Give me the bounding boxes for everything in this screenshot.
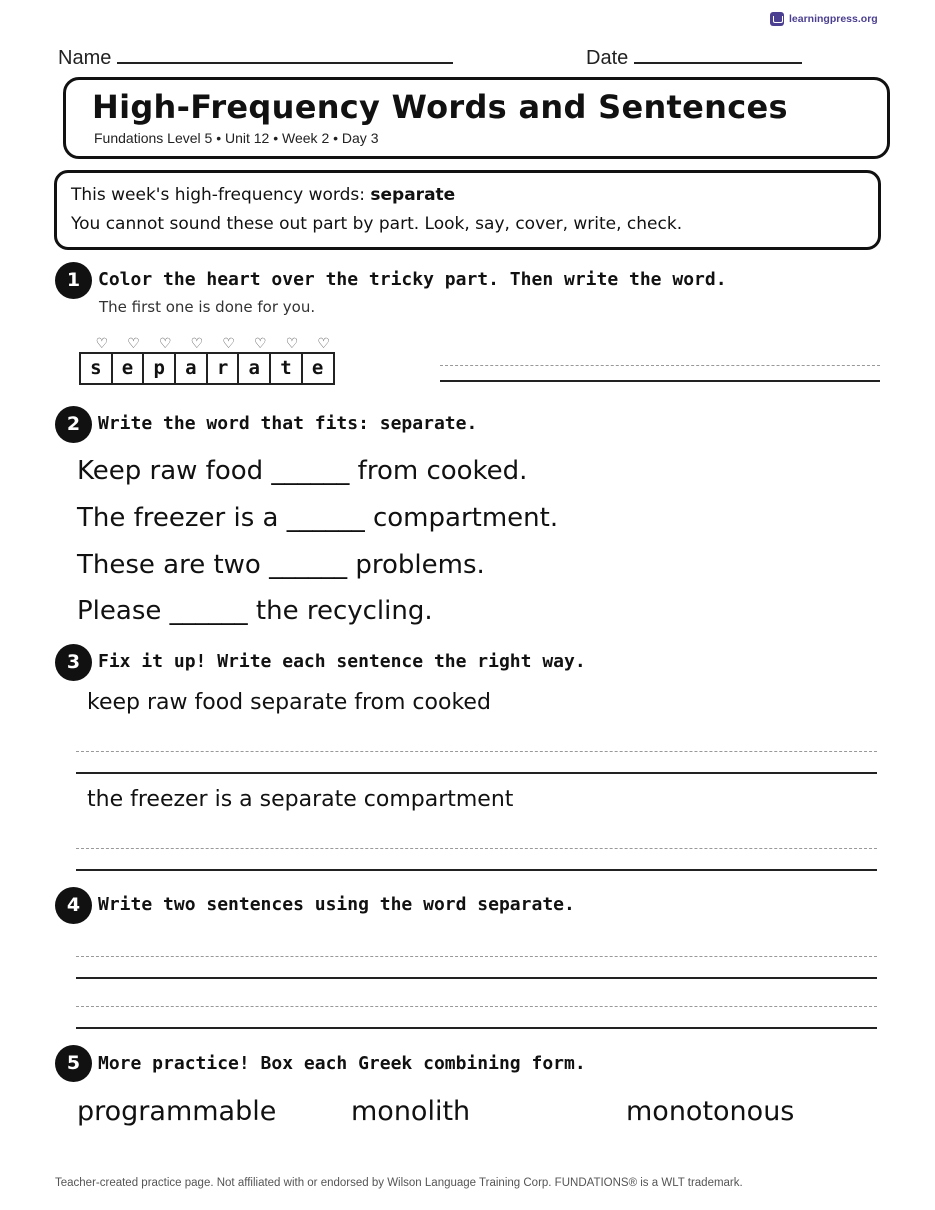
- heart-icon[interactable]: ♡: [285, 336, 299, 352]
- base-line: [76, 1027, 877, 1029]
- hf-words-line: [71, 185, 455, 205]
- section-5-prompt: More practice! Box each Greek combining form.: [98, 1053, 586, 1074]
- base-line: [440, 380, 880, 382]
- letter-boxes: [79, 352, 335, 385]
- hearts-row[interactable]: [86, 337, 340, 351]
- hf-words-box: [54, 170, 881, 250]
- greek-word[interactable]: monolith: [351, 1096, 471, 1127]
- brand: [770, 12, 878, 26]
- hf-word: separate: [370, 185, 456, 205]
- base-line: [76, 869, 877, 871]
- heart-icon[interactable]: ♡: [222, 336, 235, 352]
- section-4-prompt: Write two sentences using the word separate.: [98, 894, 575, 915]
- writing-line[interactable]: [76, 751, 877, 775]
- base-line: [76, 772, 877, 774]
- hf-words-intro: This week's high-frequency words:: [71, 185, 365, 205]
- fill-in-sentence[interactable]: Keep raw food ______ from cooked.: [77, 456, 528, 486]
- hf-instruction: You cannot sound these out part by part. Look, say, cover, write, check.: [71, 214, 683, 234]
- fix-sentence: keep raw food separate from cooked: [87, 690, 491, 715]
- base-line: [76, 977, 877, 979]
- name-field[interactable]: [58, 46, 453, 70]
- heart-icon[interactable]: ♡: [158, 336, 172, 352]
- book-logo-icon: [770, 12, 784, 26]
- section-3-prompt: Fix it up! Write each sentence the right way.: [98, 651, 586, 672]
- heart-icon[interactable]: ♡: [127, 336, 140, 352]
- section-number-1: 1: [55, 262, 92, 299]
- date-field[interactable]: [586, 46, 802, 70]
- date-rule[interactable]: [634, 46, 802, 64]
- footer-disclaimer: Teacher-created practice page. Not affiliated with or endorsed by Wilson Language Training Corp. FUNDATIONS® is a WLT trademark.: [55, 1177, 743, 1189]
- title-box: [63, 77, 890, 159]
- page-title: High-Frequency Words and Sentences: [92, 88, 788, 126]
- page-subtitle: Fundations Level 5 • Unit 12 • Week 2 • Day 3: [94, 130, 379, 146]
- heart-icon[interactable]: ♡: [190, 336, 204, 352]
- dashed-guide: [76, 956, 877, 957]
- fix-sentence: the freezer is a separate compartment: [87, 787, 514, 812]
- writing-line[interactable]: [76, 956, 877, 980]
- name-label: Name: [58, 47, 112, 69]
- name-rule[interactable]: [117, 46, 453, 64]
- section-number-4: 4: [55, 887, 92, 924]
- fill-in-sentence[interactable]: The freezer is a ______ compartment.: [77, 503, 559, 533]
- greek-word[interactable]: monotonous: [626, 1096, 795, 1127]
- letter-box: e: [111, 352, 145, 385]
- fill-in-sentence[interactable]: These are two ______ problems.: [77, 550, 485, 580]
- heart-icon[interactable]: ♡: [317, 336, 330, 352]
- dashed-guide: [76, 751, 877, 752]
- letter-box: a: [237, 352, 271, 385]
- section-1-prompt: Color the heart over the tricky part. Then write the word.: [98, 269, 727, 290]
- section-number-5: 5: [55, 1045, 92, 1082]
- section-2-prompt: Write the word that fits: separate.: [98, 413, 478, 434]
- writing-line[interactable]: [76, 848, 877, 872]
- greek-word[interactable]: programmable: [77, 1096, 277, 1127]
- brand-text: learningpress.org: [789, 13, 878, 25]
- dashed-guide: [76, 1006, 877, 1007]
- letter-box: e: [301, 352, 335, 385]
- letter-box: s: [79, 352, 113, 385]
- letter-box: p: [142, 352, 176, 385]
- letter-box: a: [174, 352, 208, 385]
- heart-icon[interactable]: ♡: [95, 336, 109, 352]
- dashed-guide: [440, 365, 880, 366]
- section-number-2: 2: [55, 406, 92, 443]
- writing-line[interactable]: [76, 1006, 877, 1030]
- date-label: Date: [586, 47, 629, 69]
- section-1-note: The first one is done for you.: [99, 298, 316, 316]
- dashed-guide: [76, 848, 877, 849]
- section-number-3: 3: [55, 644, 92, 681]
- letter-box: r: [206, 352, 240, 385]
- letter-box: t: [269, 352, 303, 385]
- word-writing-line[interactable]: [440, 365, 880, 383]
- heart-icon[interactable]: ♡: [254, 336, 267, 352]
- fill-in-sentence[interactable]: Please ______ the recycling.: [77, 596, 433, 626]
